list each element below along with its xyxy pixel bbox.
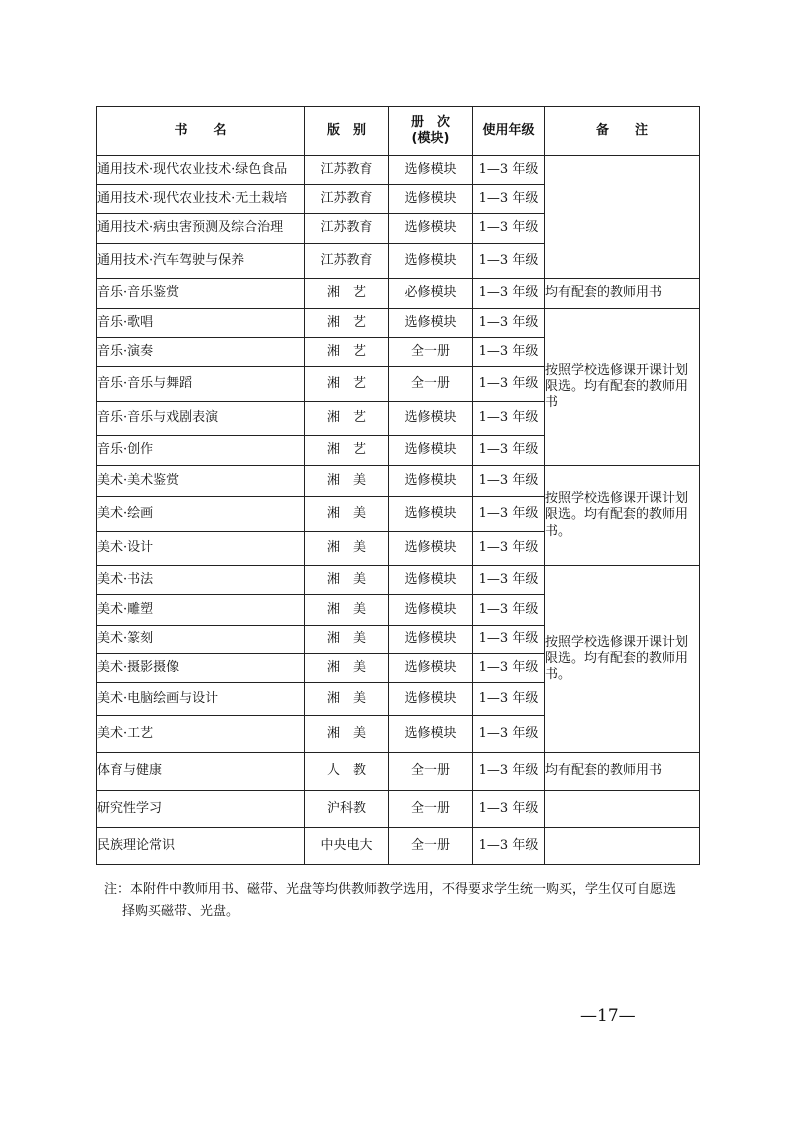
- book-name: 通用技术·汽车驾驶与保养: [97, 244, 305, 279]
- book-edition: 湘 美: [305, 683, 389, 716]
- table-row: [97, 753, 700, 791]
- book-name: 美术·摄影摄像: [97, 654, 305, 683]
- table-row: [97, 309, 700, 338]
- footnote: [104, 879, 704, 923]
- book-edition: 湘 美: [305, 716, 389, 753]
- note-cell: [545, 828, 700, 865]
- book-name: 通用技术·病虫害预测及综合治理: [97, 214, 305, 244]
- book-name: 美术·绘画: [97, 497, 305, 532]
- book-volume: 选修模块: [389, 654, 473, 683]
- book-grade: 1—3 年级: [473, 244, 545, 279]
- book-volume: 选修模块: [389, 466, 473, 497]
- book-volume: 全一册: [389, 828, 473, 865]
- table-row: [97, 466, 700, 497]
- note-cell: 按照学校选修课开课计划限选。均有配套的教师用书: [545, 309, 700, 466]
- book-name: 美术·篆刻: [97, 626, 305, 654]
- book-grade: 1—3 年级: [473, 828, 545, 865]
- note-cell: 按照学校选修课开课计划限选。均有配套的教师用书。: [545, 566, 700, 753]
- book-volume: 选修模块: [389, 214, 473, 244]
- header-volume-bottom: (模块): [411, 131, 450, 146]
- book-volume: 选修模块: [389, 626, 473, 654]
- page-number: —17—: [580, 1006, 636, 1026]
- book-name: 美术·美术鉴赏: [97, 466, 305, 497]
- footnote-line-2: 择购买磁带、光盘。: [122, 904, 240, 919]
- book-grade: 1—3 年级: [473, 436, 545, 466]
- book-edition: 江苏教育: [305, 214, 389, 244]
- book-name: 美术·电脑绘画与设计: [97, 683, 305, 716]
- book-name: 美术·设计: [97, 532, 305, 566]
- note-cell: 均有配套的教师用书: [545, 279, 700, 309]
- book-grade: 1—3 年级: [473, 367, 545, 402]
- book-volume: 选修模块: [389, 402, 473, 436]
- book-name: 音乐·音乐与戏剧表演: [97, 402, 305, 436]
- book-grade: 1—3 年级: [473, 791, 545, 828]
- header-note: 备 注: [545, 107, 700, 156]
- book-edition: 湘 美: [305, 532, 389, 566]
- book-name: 美术·书法: [97, 566, 305, 595]
- book-grade: 1—3 年级: [473, 185, 545, 214]
- book-grade: 1—3 年级: [473, 716, 545, 753]
- book-volume: 全一册: [389, 367, 473, 402]
- book-grade: 1—3 年级: [473, 532, 545, 566]
- book-edition: 江苏教育: [305, 244, 389, 279]
- table-row: [97, 791, 700, 828]
- book-edition: 湘 美: [305, 626, 389, 654]
- note-cell: [545, 791, 700, 828]
- book-volume: 选修模块: [389, 244, 473, 279]
- footnote-line-1: 注：本附件中教师用书、磁带、光盘等均供教师教学选用，不得要求学生统一购买，学生仅可自愿选: [104, 882, 677, 897]
- header-grade: 使用年级: [473, 107, 545, 156]
- header-book-name: 书 名: [97, 107, 305, 156]
- header-volume: [389, 107, 473, 156]
- textbook-table: [96, 106, 700, 865]
- book-name: 音乐·创作: [97, 436, 305, 466]
- header-edition: 版 别: [305, 107, 389, 156]
- book-grade: 1—3 年级: [473, 309, 545, 338]
- book-edition: 湘 美: [305, 595, 389, 626]
- book-edition: 湘 美: [305, 566, 389, 595]
- book-edition: 湘 艺: [305, 367, 389, 402]
- note-cell: 均有配套的教师用书: [545, 753, 700, 791]
- book-grade: 1—3 年级: [473, 338, 545, 367]
- note-cell: [545, 156, 700, 279]
- table-row: [97, 156, 700, 185]
- table-header-row: [97, 107, 700, 156]
- book-volume: 全一册: [389, 791, 473, 828]
- book-grade: 1—3 年级: [473, 566, 545, 595]
- book-name: 音乐·歌唱: [97, 309, 305, 338]
- book-volume: 选修模块: [389, 497, 473, 532]
- book-name: 通用技术·现代农业技术·无土栽培: [97, 185, 305, 214]
- book-name: 音乐·演奏: [97, 338, 305, 367]
- book-grade: 1—3 年级: [473, 214, 545, 244]
- book-edition: 江苏教育: [305, 185, 389, 214]
- table-row: [97, 279, 700, 309]
- book-edition: 湘 艺: [305, 436, 389, 466]
- book-edition: 湘 艺: [305, 338, 389, 367]
- book-volume: 全一册: [389, 338, 473, 367]
- book-edition: 湘 美: [305, 654, 389, 683]
- book-volume: 选修模块: [389, 532, 473, 566]
- book-grade: 1—3 年级: [473, 279, 545, 309]
- book-edition: 湘 美: [305, 466, 389, 497]
- book-name: 美术·雕塑: [97, 595, 305, 626]
- book-edition: 人 教: [305, 753, 389, 791]
- book-volume: 必修模块: [389, 279, 473, 309]
- book-volume: 选修模块: [389, 436, 473, 466]
- header-volume-top: 册 次: [410, 115, 450, 131]
- book-volume: 选修模块: [389, 716, 473, 753]
- book-grade: 1—3 年级: [473, 683, 545, 716]
- book-name: 音乐·音乐鉴赏: [97, 279, 305, 309]
- book-volume: 选修模块: [389, 156, 473, 185]
- book-name: 研究性学习: [97, 791, 305, 828]
- book-edition: 江苏教育: [305, 156, 389, 185]
- book-edition: 湘 艺: [305, 309, 389, 338]
- book-volume: 选修模块: [389, 595, 473, 626]
- book-volume: 选修模块: [389, 566, 473, 595]
- book-volume: 全一册: [389, 753, 473, 791]
- book-name: 音乐·音乐与舞蹈: [97, 367, 305, 402]
- book-grade: 1—3 年级: [473, 654, 545, 683]
- book-name: 民族理论常识: [97, 828, 305, 865]
- book-name: 美术·工艺: [97, 716, 305, 753]
- book-volume: 选修模块: [389, 185, 473, 214]
- book-grade: 1—3 年级: [473, 466, 545, 497]
- book-grade: 1—3 年级: [473, 753, 545, 791]
- book-grade: 1—3 年级: [473, 595, 545, 626]
- book-edition: 湘 艺: [305, 402, 389, 436]
- book-grade: 1—3 年级: [473, 156, 545, 185]
- table-row: [97, 828, 700, 865]
- book-grade: 1—3 年级: [473, 497, 545, 532]
- book-edition: 湘 美: [305, 497, 389, 532]
- book-edition: 湘 艺: [305, 279, 389, 309]
- book-volume: 选修模块: [389, 309, 473, 338]
- book-grade: 1—3 年级: [473, 402, 545, 436]
- book-grade: 1—3 年级: [473, 626, 545, 654]
- book-name: 体育与健康: [97, 753, 305, 791]
- table-row: [97, 566, 700, 595]
- book-volume: 选修模块: [389, 683, 473, 716]
- note-cell: 按照学校选修课开课计划限选。均有配套的教师用书。: [545, 466, 700, 566]
- book-edition: 中央电大: [305, 828, 389, 865]
- book-edition: 沪科教: [305, 791, 389, 828]
- book-name: 通用技术·现代农业技术·绿色食品: [97, 156, 305, 185]
